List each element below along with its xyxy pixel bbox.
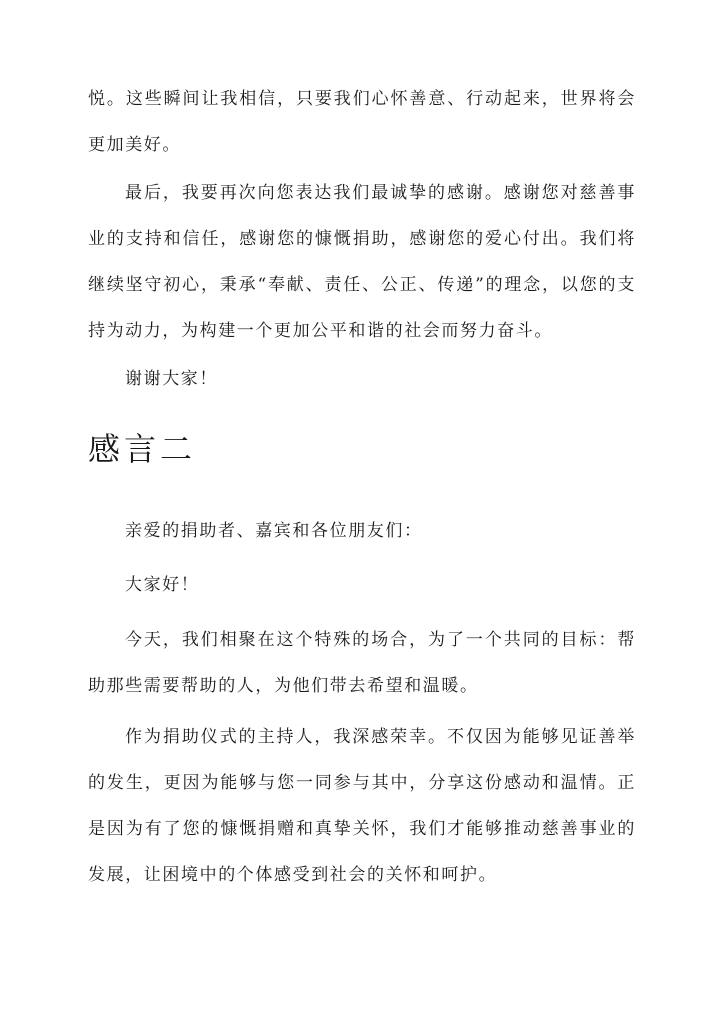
paragraph-closing: 谢谢大家！ bbox=[125, 369, 218, 389]
paragraph-greeting-salutation: 亲爱的捐助者、嘉宾和各位朋友们： bbox=[125, 521, 423, 541]
paragraph-purpose: 今天，我们相聚在这个特殊的场合，为了一个共同的目标：帮助那些需要帮助的人，为他们带去希望和温暖。 bbox=[88, 630, 636, 696]
section-heading: 感言二 bbox=[88, 430, 197, 468]
paragraph-continued: 悦。这些瞬间让我相信，只要我们心怀善意、行动起来，世界将会更加美好。 bbox=[88, 89, 636, 155]
paragraph-greeting: 大家好！ bbox=[125, 575, 200, 595]
paragraph-thanks: 最后，我要再次向您表达我们最诚挚的感谢。感谢您对慈善事业的支持和信任，感谢您的慷慨捐助，感谢您的爱心付出。我们将继续坚守初心，秉承“奉献、责任、公正、传递”的理念，以您的支持为动力，为构建一个更加公平和谐的社会而努力奋斗。 bbox=[88, 183, 636, 341]
paragraph-host-remarks: 作为捐助仪式的主持人，我深感荣幸。不仅因为能够见证善举的发生，更因为能够与您一同参与其中，分享这份感动和温情。正是因为有了您的慷慨捐赠和真挚关怀，我们才能够推动慈善事业的发展，让困境中的个体感受到社会的关怀和呵护。 bbox=[88, 727, 636, 885]
